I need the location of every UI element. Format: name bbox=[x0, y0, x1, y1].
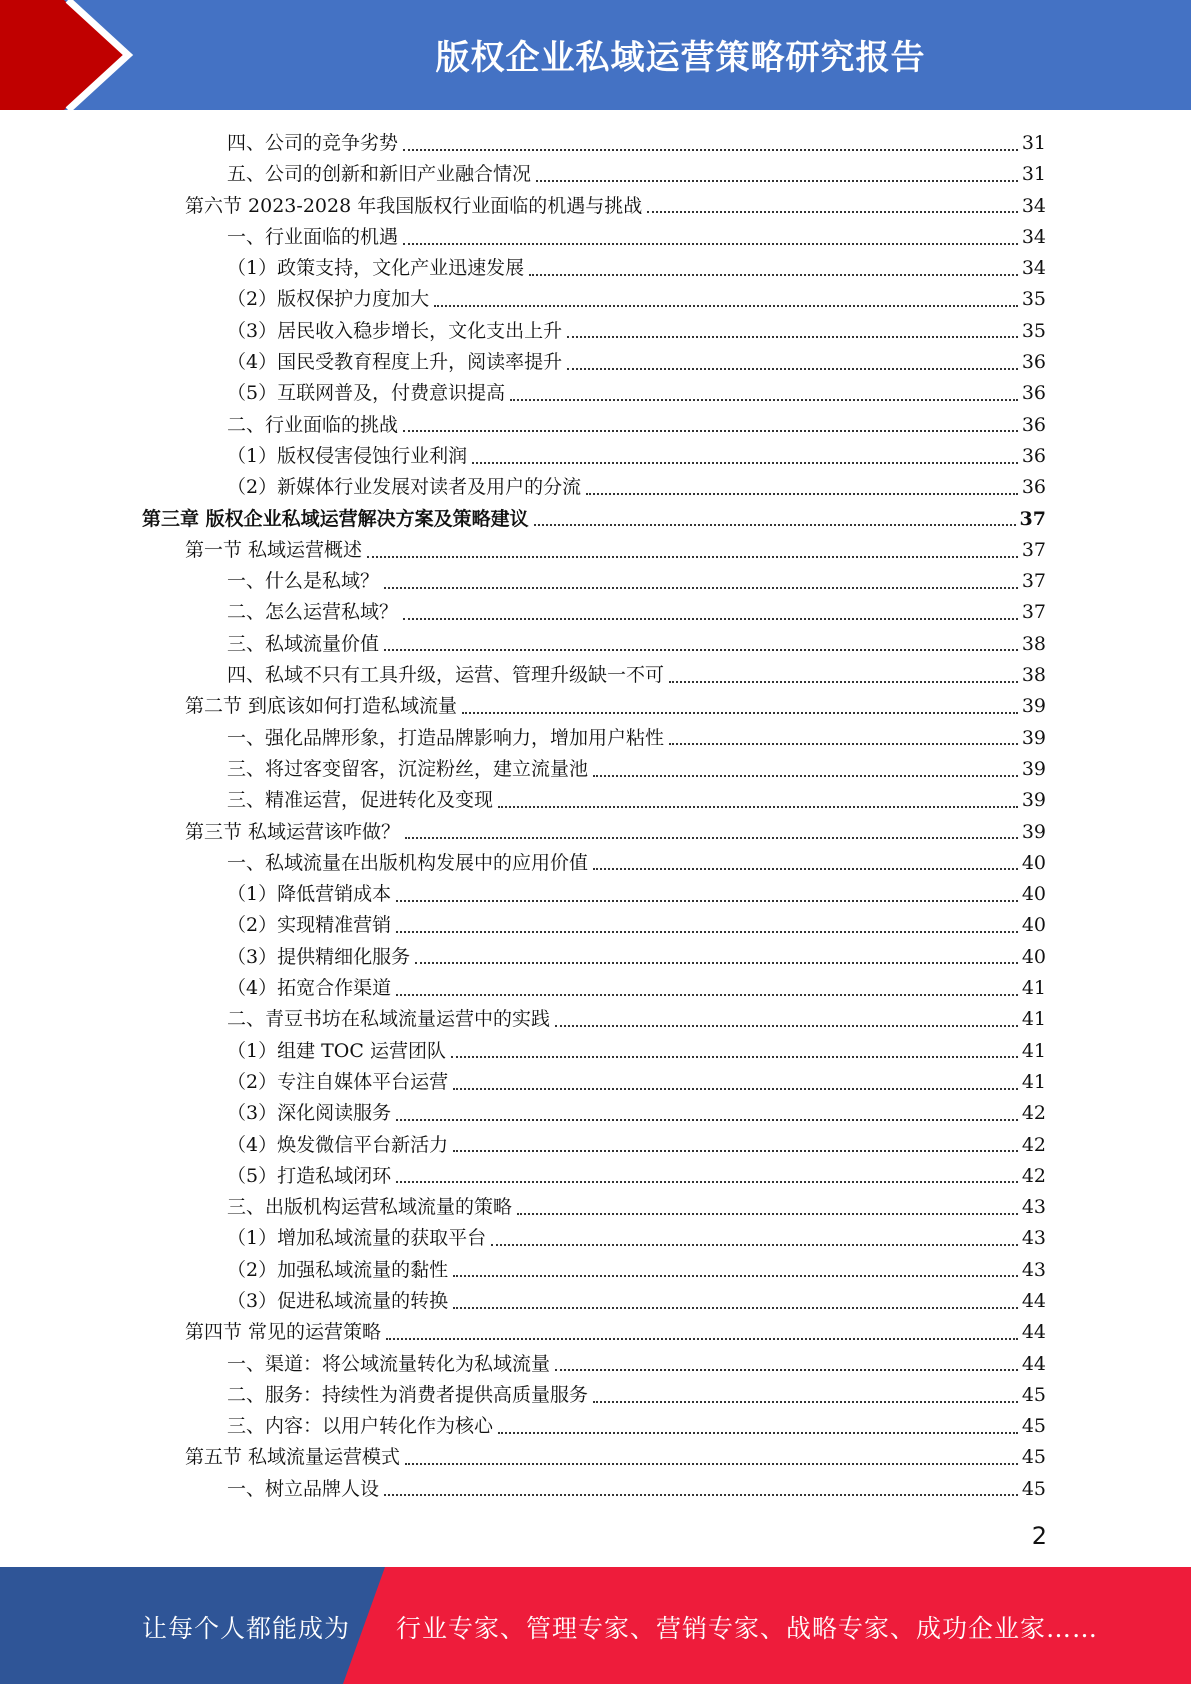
toc-entry-page: 39 bbox=[1021, 726, 1046, 749]
toc-entry-page: 39 bbox=[1021, 695, 1046, 718]
toc-entry-page: 31 bbox=[1021, 132, 1046, 154]
toc-dot-leader bbox=[403, 428, 1018, 432]
toc-entry-label: （1）降低营销成本 bbox=[227, 883, 392, 906]
toc-entry-label: 二、青豆书坊在私域流量运营中的实践 bbox=[227, 1008, 551, 1031]
toc-entry-label: 一、渠道：将公域流量转化为私域流量 bbox=[227, 1352, 551, 1375]
header-arrow-icon bbox=[0, 0, 260, 110]
toc-dot-leader bbox=[403, 147, 1018, 151]
toc-entry[interactable] bbox=[142, 441, 1046, 472]
toc-entry-label: （4）焕发微信平台新活力 bbox=[227, 1133, 449, 1156]
toc-dot-leader bbox=[403, 616, 1018, 620]
toc-entry[interactable] bbox=[142, 1380, 1046, 1411]
toc-entry-label: 一、私域流量在出版机构发展中的应用价值 bbox=[227, 851, 589, 874]
toc-entry-label: 四、私域不只有工具升级，运营、管理升级缺一不可 bbox=[227, 664, 665, 687]
toc-entry[interactable] bbox=[142, 1349, 1046, 1380]
toc-dot-leader bbox=[498, 804, 1018, 808]
toc-dot-leader bbox=[453, 1273, 1018, 1277]
toc-dot-leader bbox=[647, 209, 1018, 213]
toc-entry-label: 二、怎么运营私域？ bbox=[227, 601, 399, 624]
toc-dot-leader bbox=[405, 835, 1018, 839]
toc-entry[interactable] bbox=[142, 566, 1046, 597]
toc-dot-leader bbox=[384, 647, 1018, 651]
toc-entry[interactable] bbox=[142, 1004, 1046, 1035]
toc-entry-label: （3）提供精细化服务 bbox=[227, 945, 411, 968]
toc-entry-page: 36 bbox=[1021, 351, 1046, 374]
toc-entry-page: 38 bbox=[1021, 664, 1046, 687]
toc-entry-page: 34 bbox=[1021, 225, 1046, 248]
toc-entry[interactable] bbox=[142, 1474, 1046, 1505]
toc-entry-page: 37 bbox=[1021, 570, 1046, 593]
toc-entry-label: 二、行业面临的挑战 bbox=[227, 413, 399, 436]
toc-entry-page: 40 bbox=[1021, 914, 1046, 937]
toc-entry[interactable] bbox=[142, 159, 1046, 190]
toc-entry-page: 37 bbox=[1021, 601, 1046, 624]
toc-dot-leader bbox=[415, 960, 1018, 964]
toc-entry-page: 40 bbox=[1021, 851, 1046, 874]
toc-entry-page: 34 bbox=[1021, 257, 1046, 280]
toc-dot-leader bbox=[453, 1148, 1018, 1152]
toc-entry-label: 一、强化品牌形象，打造品牌影响力，增加用户粘性 bbox=[227, 726, 665, 749]
toc-entry-label: （2）专注自媒体平台运营 bbox=[227, 1070, 449, 1093]
toc-entry[interactable] bbox=[142, 222, 1046, 253]
toc-entry[interactable] bbox=[142, 723, 1046, 754]
toc-entry-label: 第三章 版权企业私域运营解决方案及策略建议 bbox=[142, 507, 529, 530]
toc-entry-page: 45 bbox=[1021, 1415, 1046, 1438]
toc-entry-label: 一、树立品牌人设 bbox=[227, 1477, 380, 1500]
toc-entry[interactable] bbox=[142, 785, 1046, 816]
toc-entry-label: 第二节 到底该如何打造私域流量 bbox=[185, 695, 458, 718]
toc-entry-page: 44 bbox=[1021, 1321, 1046, 1344]
toc-entry-page: 37 bbox=[1021, 538, 1046, 561]
toc-entry-label: （2）新媒体行业发展对读者及用户的分流 bbox=[227, 476, 582, 499]
toc-dot-leader bbox=[669, 679, 1018, 683]
toc-entry[interactable] bbox=[142, 691, 1046, 722]
toc-entry-page: 43 bbox=[1021, 1196, 1046, 1219]
toc-dot-leader bbox=[529, 272, 1018, 276]
toc-entry-page: 39 bbox=[1021, 789, 1046, 812]
toc-entry-label: 四、公司的竞争劣势 bbox=[227, 132, 399, 154]
toc-entry[interactable] bbox=[142, 410, 1046, 441]
toc-entry[interactable] bbox=[142, 1317, 1046, 1348]
toc-entry-page: 39 bbox=[1021, 757, 1046, 780]
toc-dot-leader bbox=[396, 898, 1018, 902]
toc-entry[interactable] bbox=[142, 1130, 1046, 1161]
toc-entry-label: 第三节 私域运营该咋做？ bbox=[185, 820, 401, 843]
toc-entry[interactable] bbox=[142, 1161, 1046, 1192]
toc-entry[interactable] bbox=[142, 1223, 1046, 1254]
toc-entry-label: 三、将过客变留客，沉淀粉丝，建立流量池 bbox=[227, 757, 589, 780]
toc-entry-label: 一、行业面临的机遇 bbox=[227, 225, 399, 248]
toc-entry-page: 45 bbox=[1021, 1446, 1046, 1469]
toc-entry-label: （4）国民受教育程度上升，阅读率提升 bbox=[227, 351, 563, 374]
toc-entry-label: 三、私域流量价值 bbox=[227, 632, 380, 655]
toc-entry-page: 42 bbox=[1021, 1164, 1046, 1187]
toc-entry-label: 第六节 2023-2028 年我国版权行业面临的机遇与挑战 bbox=[185, 194, 643, 217]
toc-dot-leader bbox=[396, 1117, 1018, 1121]
toc-dot-leader bbox=[567, 366, 1018, 370]
toc-dot-leader bbox=[586, 491, 1018, 495]
toc-entry-label: 第一节 私域运营概述 bbox=[185, 538, 363, 561]
toc-dot-leader bbox=[517, 1211, 1018, 1215]
toc-dot-leader bbox=[384, 585, 1018, 589]
toc-entry-page: 44 bbox=[1021, 1352, 1046, 1375]
toc-entry[interactable] bbox=[142, 1286, 1046, 1317]
toc-entry-label: 三、出版机构运营私域流量的策略 bbox=[227, 1196, 513, 1219]
toc-entry-label: （1）组建 TOC 运营团队 bbox=[227, 1039, 446, 1062]
toc-dot-leader bbox=[669, 741, 1018, 745]
toc-entry[interactable] bbox=[142, 535, 1046, 566]
toc-entry-page: 45 bbox=[1021, 1383, 1046, 1406]
toc-entry-page: 35 bbox=[1021, 288, 1046, 311]
toc-entry-label: （1）版权侵害侵蚀行业利润 bbox=[227, 444, 468, 467]
table-of-contents bbox=[142, 128, 1046, 1505]
toc-entry-label: 二、服务：持续性为消费者提供高质量服务 bbox=[227, 1383, 589, 1406]
toc-dot-leader bbox=[536, 178, 1018, 182]
toc-entry-label: （1）增加私域流量的获取平台 bbox=[227, 1227, 487, 1250]
toc-entry-page: 31 bbox=[1021, 163, 1046, 186]
toc-entry-page: 42 bbox=[1021, 1133, 1046, 1156]
toc-entry[interactable] bbox=[142, 1255, 1046, 1286]
toc-dot-leader bbox=[555, 1367, 1018, 1371]
toc-dot-leader bbox=[384, 1492, 1018, 1496]
footer-slogan: 让每个人都能成为 bbox=[142, 1614, 351, 1643]
toc-entry-page: 35 bbox=[1021, 319, 1046, 342]
toc-entry-label: （5）打造私域闭环 bbox=[227, 1164, 392, 1187]
toc-entry-page: 43 bbox=[1021, 1227, 1046, 1250]
toc-entry[interactable] bbox=[142, 316, 1046, 347]
toc-dot-leader bbox=[472, 460, 1018, 464]
toc-entry-label: （3）深化阅读服务 bbox=[227, 1102, 392, 1125]
toc-entry[interactable] bbox=[142, 347, 1046, 378]
toc-entry[interactable] bbox=[142, 504, 1046, 535]
toc-dot-leader bbox=[396, 929, 1018, 933]
toc-entry[interactable] bbox=[142, 848, 1046, 879]
toc-entry-page: 44 bbox=[1021, 1289, 1046, 1312]
toc-dot-leader bbox=[453, 1305, 1018, 1309]
toc-entry-page: 41 bbox=[1021, 1070, 1046, 1093]
toc-entry[interactable] bbox=[142, 1192, 1046, 1223]
toc-entry[interactable] bbox=[142, 597, 1046, 628]
toc-dot-leader bbox=[405, 1461, 1018, 1465]
toc-entry[interactable] bbox=[142, 128, 1046, 159]
toc-entry[interactable] bbox=[142, 378, 1046, 409]
toc-entry-page: 45 bbox=[1021, 1477, 1046, 1500]
toc-entry-label: （2）实现精准营销 bbox=[227, 914, 392, 937]
toc-dot-leader bbox=[462, 710, 1018, 714]
toc-entry-page: 34 bbox=[1021, 194, 1046, 217]
toc-entry-page: 41 bbox=[1021, 977, 1046, 1000]
toc-entry[interactable] bbox=[142, 1442, 1046, 1473]
document-title: 版权企业私域运营策略研究报告 bbox=[435, 38, 926, 78]
toc-entry[interactable] bbox=[142, 754, 1046, 785]
toc-entry[interactable] bbox=[142, 973, 1046, 1004]
toc-entry-page: 36 bbox=[1021, 444, 1046, 467]
toc-entry-page: 40 bbox=[1021, 883, 1046, 906]
toc-entry-label: 一、什么是私域？ bbox=[227, 570, 380, 593]
toc-entry[interactable] bbox=[142, 879, 1046, 910]
toc-entry-page: 38 bbox=[1021, 632, 1046, 655]
header-band bbox=[0, 0, 1191, 110]
toc-entry[interactable] bbox=[142, 910, 1046, 941]
footer-band bbox=[0, 1567, 1191, 1684]
toc-entry[interactable] bbox=[142, 191, 1046, 222]
toc-dot-leader bbox=[555, 1023, 1018, 1027]
toc-entry-label: （3）居民收入稳步增长，文化支出上升 bbox=[227, 319, 563, 342]
toc-dot-leader bbox=[491, 1242, 1018, 1246]
toc-entry-page: 36 bbox=[1021, 413, 1046, 436]
toc-entry-label: （2）加强私域流量的黏性 bbox=[227, 1258, 449, 1281]
toc-entry-page: 42 bbox=[1021, 1102, 1046, 1125]
toc-entry-page: 43 bbox=[1021, 1258, 1046, 1281]
toc-dot-leader bbox=[593, 866, 1018, 870]
toc-entry[interactable] bbox=[142, 660, 1046, 691]
toc-entry[interactable] bbox=[142, 284, 1046, 315]
toc-entry-label: 第五节 私域流量运营模式 bbox=[185, 1446, 401, 1469]
toc-entry-label: 三、精准运营，促进转化及变现 bbox=[227, 789, 494, 812]
toc-entry[interactable] bbox=[142, 1098, 1046, 1129]
toc-entry-page: 41 bbox=[1021, 1008, 1046, 1031]
toc-dot-leader bbox=[386, 1336, 1018, 1340]
toc-entry[interactable] bbox=[142, 629, 1046, 660]
toc-dot-leader bbox=[567, 334, 1018, 338]
toc-dot-leader bbox=[453, 1086, 1018, 1090]
toc-entry-label: （1）政策支持，文化产业迅速发展 bbox=[227, 257, 525, 280]
toc-entry[interactable] bbox=[142, 472, 1046, 503]
toc-entry[interactable] bbox=[142, 1036, 1046, 1067]
toc-entry-label: 三、内容：以用户转化作为核心 bbox=[227, 1415, 494, 1438]
toc-dot-leader bbox=[534, 522, 1016, 526]
toc-dot-leader bbox=[593, 773, 1018, 777]
toc-entry-label: （4）拓宽合作渠道 bbox=[227, 977, 392, 1000]
toc-entry-label: （2）版权保护力度加大 bbox=[227, 288, 430, 311]
toc-entry-page: 37 bbox=[1019, 507, 1046, 530]
toc-dot-leader bbox=[593, 1399, 1018, 1403]
toc-entry-label: （3）促进私域流量的转换 bbox=[227, 1289, 449, 1312]
toc-dot-leader bbox=[367, 554, 1018, 558]
toc-dot-leader bbox=[510, 397, 1018, 401]
toc-entry-page: 36 bbox=[1021, 476, 1046, 499]
toc-entry[interactable] bbox=[142, 253, 1046, 284]
toc-entry[interactable] bbox=[142, 817, 1046, 848]
toc-dot-leader bbox=[396, 992, 1018, 996]
toc-entry[interactable] bbox=[142, 1067, 1046, 1098]
toc-dot-leader bbox=[396, 1179, 1018, 1183]
toc-entry[interactable] bbox=[142, 942, 1046, 973]
toc-entry-page: 36 bbox=[1021, 382, 1046, 405]
page-number: 2 bbox=[1031, 1522, 1047, 1550]
toc-entry-label: 五、公司的创新和新旧产业融合情况 bbox=[227, 163, 532, 186]
toc-entry[interactable] bbox=[142, 1411, 1046, 1442]
toc-dot-leader bbox=[451, 1054, 1018, 1058]
toc-dot-leader bbox=[498, 1430, 1018, 1434]
toc-dot-leader bbox=[403, 241, 1018, 245]
toc-dot-leader bbox=[434, 303, 1018, 307]
toc-entry-label: （5）互联网普及，付费意识提高 bbox=[227, 382, 506, 405]
toc-entry-label: 第四节 常见的运营策略 bbox=[185, 1321, 382, 1344]
toc-entry-page: 39 bbox=[1021, 820, 1046, 843]
toc-entry-page: 41 bbox=[1021, 1039, 1046, 1062]
footer-tagline: 行业专家、管理专家、营销专家、战略专家、成功企业家…… bbox=[396, 1614, 1099, 1643]
toc-entry-page: 40 bbox=[1021, 945, 1046, 968]
